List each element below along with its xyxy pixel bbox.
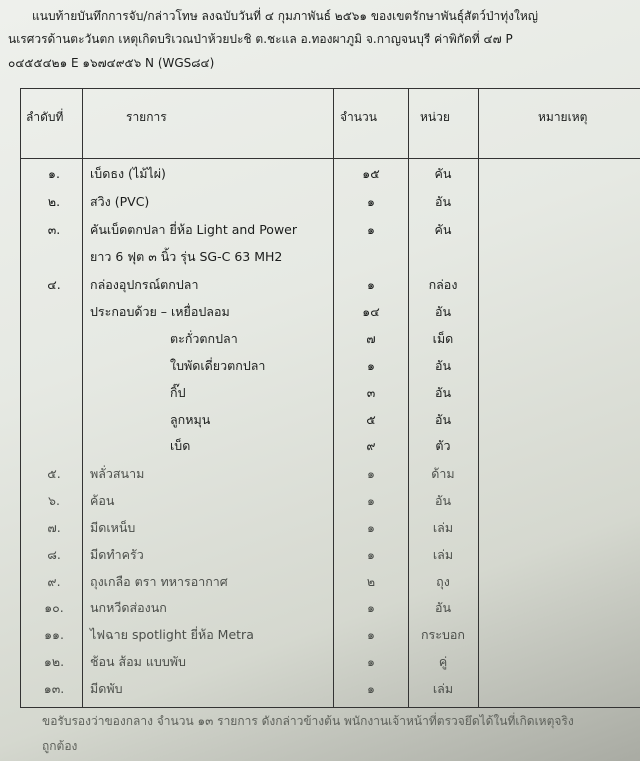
header-line-1: แนบท้ายบันทึกการจับ/กล่าวโทษ ลงฉบับวันที่ ๔ กุมภาพันธ์ ๒๕๖๑ ของเขตรักษาพันธุ์สัตว์ป่าทุ่งใหญ่ xyxy=(32,9,538,23)
item-name: เบ็ด xyxy=(170,438,191,453)
item-quantity: ๙ xyxy=(366,438,376,453)
item-unit: เล่ม xyxy=(432,547,454,562)
table-row xyxy=(0,436,640,462)
item-quantity: ๑๕ xyxy=(362,166,380,181)
item-quantity: ๒ xyxy=(366,574,376,589)
table-row xyxy=(0,383,640,409)
item-unit: คัน xyxy=(434,166,452,181)
item-name: ตะกั่วตกปลา xyxy=(170,331,238,346)
table-row xyxy=(0,192,640,218)
item-name: กล่องอุปกรณ์ตกปลา xyxy=(90,277,199,292)
header-line-3: ๐๔๕๕๔๒๑ E ๑๖๗๔๙๕๖ N (WGS๘๔) xyxy=(8,56,215,70)
item-name: ประกอบด้วย – เหยื่อปลอม xyxy=(90,304,230,319)
row-number: ๓. xyxy=(47,222,61,237)
item-name: ช้อน ส้อม แบบพับ xyxy=(90,654,186,669)
item-quantity: ๑ xyxy=(367,194,375,209)
item-unit: คู่ xyxy=(438,654,448,669)
table-row xyxy=(0,518,640,544)
table-row xyxy=(0,572,640,598)
item-unit: อัน xyxy=(434,194,452,209)
item-name: กิ๊ป xyxy=(170,385,186,400)
col-header-remark: หมายเหตุ xyxy=(538,110,588,124)
item-unit: เล่ม xyxy=(432,681,454,696)
col-header-item: รายการ xyxy=(126,110,167,124)
table-row xyxy=(0,679,640,705)
item-quantity: ๑ xyxy=(367,681,375,696)
item-name: มีดพับ xyxy=(90,681,123,696)
table-row xyxy=(0,329,640,355)
item-name: คันเบ็ดตกปลา ยี่ห้อ Light and Power xyxy=(90,222,298,237)
table-row xyxy=(0,545,640,571)
row-number: ๕. xyxy=(47,466,61,481)
item-quantity: ๑๔ xyxy=(362,304,380,319)
header-line-2: นเรศวรด้านตะวันตก เหตุเกิดบริเวณป่าห้วยปะชิ ต.ชะแล อ.ทองผาภูมิ จ.กาญจนบุรี ค่าพิกัดที่ ๔๗ P xyxy=(8,32,513,46)
item-unit: เล่ม xyxy=(432,520,454,535)
row-number: ๙. xyxy=(47,574,61,589)
row-number: ๑. xyxy=(48,166,60,181)
item-unit: อัน xyxy=(434,493,452,508)
table-row xyxy=(0,652,640,678)
header-divider xyxy=(20,158,640,159)
row-number: ๑๑. xyxy=(44,627,64,642)
table-row xyxy=(0,356,640,382)
item-quantity: ๑ xyxy=(367,466,375,481)
table-row xyxy=(0,275,640,301)
row-number: ๑๓. xyxy=(43,681,65,696)
row-number: ๑๐. xyxy=(44,600,64,615)
item-unit: กล่อง xyxy=(428,277,458,292)
table-row xyxy=(0,247,640,273)
item-name: ค้อน xyxy=(90,493,115,508)
item-quantity: ๑ xyxy=(367,493,375,508)
table-row xyxy=(0,164,640,190)
item-quantity: ๑ xyxy=(367,222,375,237)
item-unit: อัน xyxy=(434,358,452,373)
item-unit: อัน xyxy=(434,412,452,427)
item-quantity: ๑ xyxy=(367,520,375,535)
item-quantity: ๑ xyxy=(367,277,375,292)
item-unit: อัน xyxy=(434,385,452,400)
col-header-qty: จำนวน xyxy=(340,110,377,124)
col-header-no: ลำดับที่ xyxy=(26,110,64,124)
item-quantity: ๕ xyxy=(366,412,376,427)
item-quantity: ๑ xyxy=(367,627,375,642)
item-name: ไฟฉาย spotlight ยี่ห้อ Metra xyxy=(90,627,254,642)
table-row xyxy=(0,625,640,651)
item-unit: อัน xyxy=(434,304,452,319)
item-quantity: ๗ xyxy=(366,331,376,346)
row-number: ๖. xyxy=(48,493,60,508)
row-number: ๔. xyxy=(47,277,61,292)
table-row xyxy=(0,410,640,436)
item-unit: คัน xyxy=(434,222,452,237)
item-name: พลั่วสนาม xyxy=(90,466,145,481)
table-row xyxy=(0,491,640,517)
row-number: ๑๒. xyxy=(43,654,65,669)
row-number: ๘. xyxy=(47,547,61,562)
item-quantity: ๓ xyxy=(366,385,376,400)
item-name: เบ็ดธง (ไม้ไผ่) xyxy=(90,166,166,181)
row-number: ๗. xyxy=(47,520,61,535)
item-quantity: ๑ xyxy=(367,358,375,373)
item-name: มีดเหน็บ xyxy=(90,520,136,535)
table-row xyxy=(0,220,640,246)
footer-line-2: ถูกต้อง xyxy=(42,739,78,753)
item-unit: กระบอก xyxy=(420,627,465,642)
item-name: นกหวีดส่องนก xyxy=(90,600,167,615)
item-name: สวิง (PVC) xyxy=(90,194,150,209)
item-unit: เม็ด xyxy=(432,331,454,346)
item-quantity: ๑ xyxy=(367,547,375,562)
item-name: ลูกหมุน xyxy=(170,412,211,427)
table-row xyxy=(0,464,640,490)
footer-line-1: ขอรับรองว่าของกลาง จำนวน ๑๓ รายการ ดังกล่าวข้างต้น พนักงานเจ้าหน้าที่ตรวจยึดได้ในที่เกิดเหตุจริง xyxy=(42,714,574,728)
item-quantity: ๑ xyxy=(367,600,375,615)
item-unit: ถุง xyxy=(436,574,450,589)
table-row xyxy=(0,598,640,624)
item-quantity: ๑ xyxy=(367,654,375,669)
item-name: ถุงเกลือ ตรา ทหารอากาศ xyxy=(90,574,228,589)
table-row xyxy=(0,302,640,328)
row-number: ๒. xyxy=(47,194,61,209)
item-unit: ด้าม xyxy=(431,466,455,481)
item-unit: ตัว xyxy=(435,438,451,453)
col-header-unit: หน่วย xyxy=(420,110,450,124)
item-name: ยาว 6 ฟุต ๓ นิ้ว รุ่น SG-C 63 MH2 xyxy=(90,249,283,264)
item-name: ใบพัดเดี่ยวตกปลา xyxy=(170,358,266,373)
item-name: มีดทำครัว xyxy=(90,547,144,562)
item-unit: อัน xyxy=(434,600,452,615)
